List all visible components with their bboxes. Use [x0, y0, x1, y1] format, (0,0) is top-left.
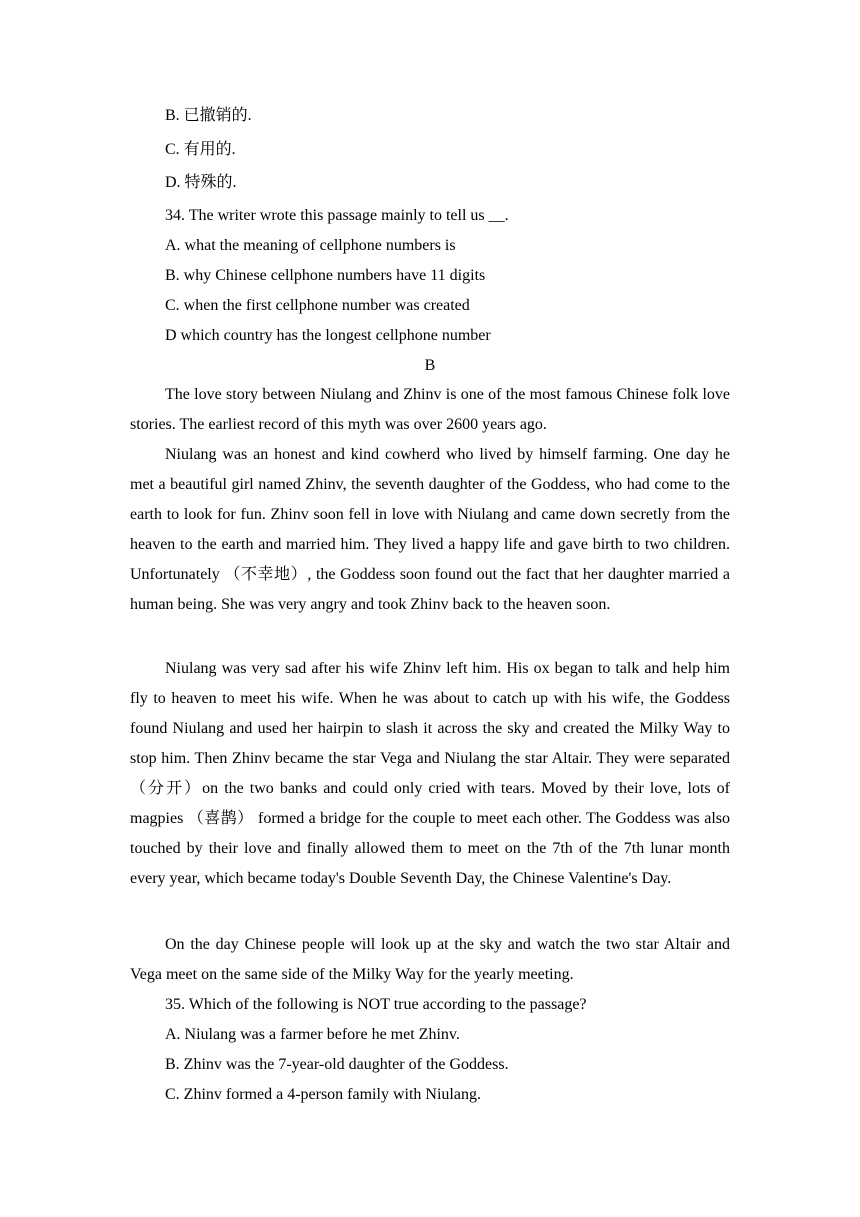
- q34-option-a: A. what the meaning of cellphone numbers is: [165, 237, 456, 254]
- passage-paragraph-2: [130, 440, 730, 620]
- q34-option-b: B. why Chinese cellphone numbers have 11 digits: [165, 267, 486, 284]
- passage-paragraph-1-text: The love story between Niulang and Zhinv is one of the most famous Chinese folk love stories. The earliest record of this myth was over 2600 years ago.: [130, 386, 730, 433]
- q33-option-b: B. 已撤销的.: [165, 107, 252, 124]
- passage-paragraph-1: [130, 380, 730, 440]
- q35-option-a: A. Niulang was a farmer before he met Zhinv.: [165, 1026, 460, 1043]
- q33-option-c: C. 有用的.: [165, 141, 236, 158]
- q34-stem: 34. The writer wrote this passage mainly to tell us __.: [165, 207, 509, 224]
- q34-option-d: D which country has the longest cellphone number: [165, 327, 491, 344]
- section-label: B: [424, 357, 436, 374]
- passage-paragraph-4-text: On the day Chinese people will look up at the sky and watch the two star Altair and Vega meet on the same side of the Milky Way for the yearly meeting.: [130, 936, 730, 983]
- q33-option-d: D. 特殊的.: [165, 174, 237, 191]
- passage-paragraph-3: [130, 654, 730, 894]
- q35-stem: 35. Which of the following is NOT true according to the passage?: [165, 996, 587, 1013]
- passage-paragraph-2-text: Niulang was an honest and kind cowherd who lived by himself farming. One day he met a beautiful girl named Zhinv, the seventh daughter of the Goddess, who had come to the earth to look for fun. Zhinv soon fell in love with Niulang and came down secretly from the heaven to the earth and married him. They lived a happy life and gave birth to two children. Unfortunately （不幸地）, the Goddess soon found out the fact that her daughter married a human being. She was very angry and took Zhinv back to the heaven soon.: [130, 446, 730, 613]
- passage-paragraph-3-text: Niulang was very sad after his wife Zhinv left him. His ox began to talk and help him fly to heaven to meet his wife. When he was about to catch up with his wife, the Goddess found Niulang and used her hairpin to slash it across the sky and created the Milky Way to stop him. Then Zhinv became the star Vega and Niulang the star Altair. They were separated （分开）on the two banks and could only cried with tears. Moved by their love, lots of magpies （喜鹊） formed a bridge for the couple to meet each other. The Goddess was also touched by their love and finally allowed them to meet on the 7th of the 7th lunar month every year, which became today's Double Seventh Day, the Chinese Valentine's Day.: [130, 660, 730, 887]
- passage-paragraph-4: [130, 930, 730, 990]
- q35-option-b: B. Zhinv was the 7-year-old daughter of the Goddess.: [165, 1056, 509, 1073]
- q34-option-c: C. when the first cellphone number was created: [165, 297, 470, 314]
- q35-option-c: C. Zhinv formed a 4-person family with Niulang.: [165, 1086, 481, 1103]
